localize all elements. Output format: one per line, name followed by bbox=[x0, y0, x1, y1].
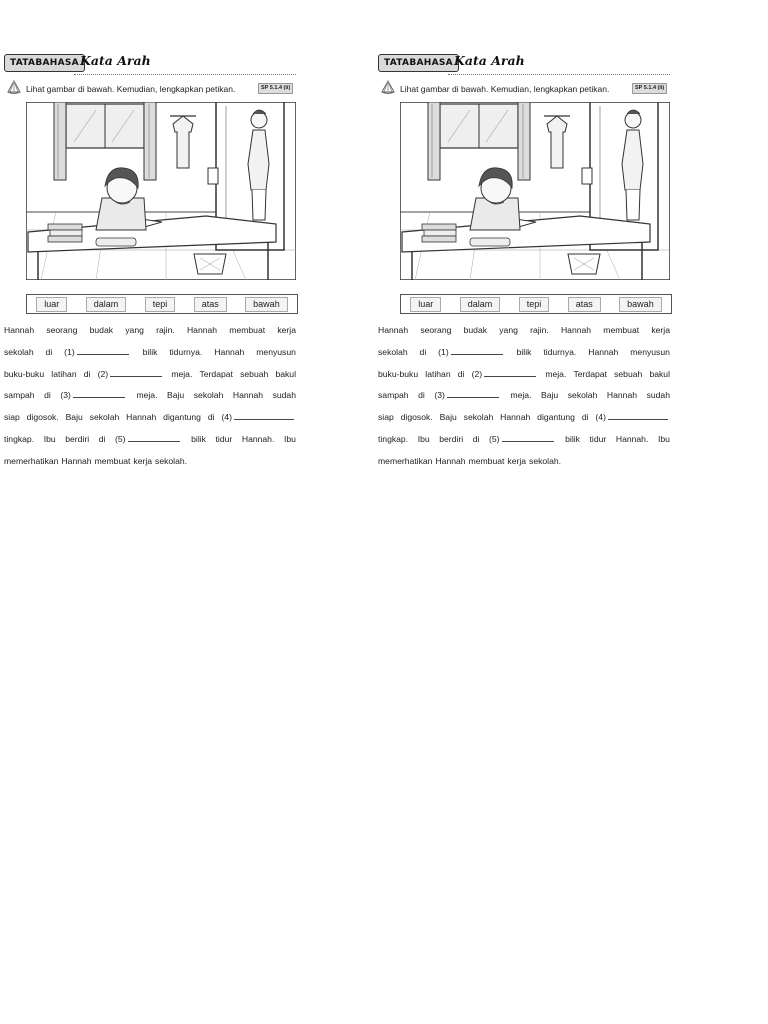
passage-word: sudah bbox=[646, 390, 670, 401]
passage-word: rajin. bbox=[530, 325, 549, 335]
blank-5[interactable] bbox=[115, 429, 182, 451]
passage-word: Baju bbox=[541, 390, 559, 401]
page-title: Kata Arah bbox=[454, 53, 525, 68]
passage-word: sekolah bbox=[4, 346, 34, 357]
passage-word: budak bbox=[89, 325, 114, 335]
passage-word: sekolah bbox=[567, 390, 598, 401]
passage-word: berdiri bbox=[439, 433, 464, 444]
passage-word: tidur bbox=[215, 433, 233, 444]
word-bank-item: atas bbox=[194, 297, 227, 312]
passage-line bbox=[378, 407, 670, 429]
blank-number: (4) bbox=[595, 412, 606, 423]
passage-word: kerja bbox=[507, 455, 527, 466]
header-divider bbox=[74, 74, 296, 75]
passage-word: budak bbox=[463, 325, 488, 335]
answer-line[interactable] bbox=[110, 368, 162, 377]
blank-4[interactable] bbox=[221, 407, 296, 429]
passage-word: membuat bbox=[468, 455, 505, 466]
blank-2[interactable] bbox=[98, 364, 165, 386]
passage-word: bilik bbox=[191, 433, 206, 444]
answer-line[interactable] bbox=[447, 389, 499, 398]
passage-word: berdiri bbox=[65, 433, 90, 444]
sp-code: SP 5.1.4 (ii) bbox=[632, 83, 667, 94]
word-bank-item: atas bbox=[568, 297, 601, 312]
passage-word: seorang bbox=[46, 325, 78, 335]
passage-word: sampah bbox=[378, 390, 409, 401]
passage-word: di bbox=[44, 390, 51, 401]
passage-word: di bbox=[472, 433, 480, 444]
passage bbox=[4, 320, 296, 473]
passage-word: bakul bbox=[275, 368, 296, 379]
passage-word: Hannah bbox=[126, 412, 157, 423]
passage-word: Hannah bbox=[435, 455, 466, 466]
blank-number: (5) bbox=[115, 433, 126, 444]
blank-number: (1) bbox=[64, 346, 75, 357]
passage-line bbox=[4, 342, 296, 364]
shell-icon bbox=[380, 79, 396, 95]
passage-word: memerhatikan bbox=[378, 455, 433, 466]
passage-word: Hannah bbox=[606, 390, 638, 401]
passage-word: sekolah. bbox=[155, 455, 188, 466]
blank-2[interactable] bbox=[472, 364, 539, 386]
word-bank-item: luar bbox=[36, 297, 67, 312]
passage-word: sebuah bbox=[614, 368, 643, 379]
passage-word: sudah bbox=[272, 390, 296, 401]
passage-word: sekolah. bbox=[529, 455, 562, 466]
passage-word: Terdapat bbox=[199, 368, 233, 379]
passage-word: Baju bbox=[439, 412, 457, 423]
bedroom-illustration bbox=[26, 102, 296, 280]
blank-1[interactable] bbox=[438, 342, 505, 364]
word-bank-item: dalam bbox=[86, 297, 127, 312]
passage-word: Hannah bbox=[4, 325, 35, 335]
passage-word: di bbox=[581, 412, 589, 423]
passage-line bbox=[4, 407, 296, 429]
section-badge: TATABAHASA bbox=[4, 54, 85, 72]
passage-word: Hannah bbox=[186, 325, 218, 335]
passage-line bbox=[4, 429, 296, 451]
passage-line bbox=[4, 385, 296, 407]
instruction-text: Lihat gambar di bawah. Kemudian, lengkapkan petikan. bbox=[26, 84, 236, 94]
passage-word: yang bbox=[125, 325, 144, 335]
answer-line[interactable] bbox=[484, 368, 536, 377]
passage-word: sekolah bbox=[89, 412, 120, 423]
passage-word: bilik bbox=[516, 346, 532, 357]
header-divider bbox=[448, 74, 670, 75]
passage-word: menyusun bbox=[630, 346, 670, 357]
passage-line bbox=[378, 320, 670, 342]
passage-word: buku-buku bbox=[378, 368, 419, 379]
passage-word: tidurnya. bbox=[543, 346, 577, 357]
passage-word: kerja bbox=[133, 455, 153, 466]
passage-word: Hannah bbox=[214, 346, 245, 357]
passage-word: Hannah bbox=[560, 325, 592, 335]
passage-word: Baju bbox=[65, 412, 83, 423]
passage-word: memerhatikan bbox=[4, 455, 59, 466]
passage-word: di bbox=[418, 390, 425, 401]
passage-line bbox=[4, 320, 296, 342]
passage-word: meja. bbox=[171, 368, 193, 379]
passage-line bbox=[378, 429, 670, 451]
passage-word: meja. bbox=[136, 390, 158, 401]
passage-word: sekolah bbox=[378, 346, 408, 357]
passage-word: kerja bbox=[651, 325, 670, 335]
passage-word: latihan bbox=[51, 368, 77, 379]
answer-line[interactable] bbox=[73, 389, 125, 398]
blank-3[interactable] bbox=[434, 385, 501, 407]
instruction-text: Lihat gambar di bawah. Kemudian, lengkapkan petikan. bbox=[400, 84, 610, 94]
blank-number: (4) bbox=[221, 412, 232, 423]
passage-line bbox=[378, 364, 670, 386]
word-bank bbox=[400, 294, 672, 314]
passage-line bbox=[378, 385, 670, 407]
passage-word: di bbox=[419, 346, 427, 357]
passage-word: tidur bbox=[589, 433, 607, 444]
answer-line[interactable] bbox=[234, 411, 294, 420]
blank-5[interactable] bbox=[489, 429, 556, 451]
passage-word: digantung bbox=[537, 412, 575, 423]
answer-line[interactable] bbox=[608, 411, 668, 420]
word-bank bbox=[26, 294, 298, 314]
answer-line[interactable] bbox=[128, 433, 180, 442]
passage-word: membuat bbox=[229, 325, 266, 335]
passage-word: Terdapat bbox=[573, 368, 607, 379]
blank-number: (5) bbox=[489, 433, 500, 444]
passage-word: bilik bbox=[565, 433, 580, 444]
passage-word: digosok. bbox=[400, 412, 433, 423]
passage-word: tingkap. bbox=[4, 433, 35, 444]
answer-line[interactable] bbox=[502, 433, 554, 442]
passage-word: di bbox=[207, 412, 215, 423]
passage-word: siap bbox=[378, 412, 394, 423]
passage-word: Hannah bbox=[500, 412, 531, 423]
answer-line[interactable] bbox=[451, 346, 503, 355]
blank-1[interactable] bbox=[64, 342, 131, 364]
passage-word: tidurnya. bbox=[169, 346, 203, 357]
blank-3[interactable] bbox=[60, 385, 127, 407]
passage-word: Hannah. bbox=[615, 433, 649, 444]
passage-word: menyusun bbox=[256, 346, 296, 357]
passage-word: Hannah bbox=[588, 346, 619, 357]
header bbox=[4, 52, 296, 74]
passage-word: Ibu bbox=[657, 433, 670, 444]
passage-word: Baju bbox=[167, 390, 185, 401]
worksheet-right bbox=[378, 42, 670, 472]
passage-word: sekolah bbox=[193, 390, 224, 401]
passage-word: digosok. bbox=[26, 412, 59, 423]
passage-word: Hannah bbox=[232, 390, 264, 401]
worksheet-left bbox=[4, 42, 296, 472]
passage-word: Ibu bbox=[417, 433, 430, 444]
passage-line bbox=[378, 451, 670, 473]
blank-number: (2) bbox=[471, 368, 483, 379]
word-bank-item: dalam bbox=[460, 297, 501, 312]
passage-word: membuat bbox=[94, 455, 131, 466]
passage-word: Hannah bbox=[61, 455, 92, 466]
passage-word: Ibu bbox=[43, 433, 56, 444]
word-bank-item: bawah bbox=[619, 297, 662, 312]
passage-word: kerja bbox=[277, 325, 296, 335]
instruction bbox=[378, 78, 670, 100]
page-title: Kata Arah bbox=[80, 53, 151, 68]
passage-word: membuat bbox=[603, 325, 640, 335]
passage-word: sampah bbox=[4, 390, 35, 401]
passage-word: digantung bbox=[163, 412, 201, 423]
passage-word: di bbox=[45, 346, 53, 357]
passage-word: bilik bbox=[142, 346, 158, 357]
passage-word: Hannah bbox=[378, 325, 409, 335]
passage-line bbox=[4, 364, 296, 386]
passage-word: di bbox=[98, 433, 106, 444]
passage-word: seorang bbox=[420, 325, 452, 335]
passage-word: meja. bbox=[510, 390, 532, 401]
passage-word: siap bbox=[4, 412, 20, 423]
passage-word: sekolah bbox=[463, 412, 494, 423]
passage bbox=[378, 320, 670, 473]
bedroom-illustration bbox=[400, 102, 670, 280]
passage-word: bakul bbox=[649, 368, 670, 379]
word-bank-item: tepi bbox=[145, 297, 176, 312]
header bbox=[378, 52, 670, 74]
word-bank-item: bawah bbox=[245, 297, 288, 312]
passage-line bbox=[4, 451, 296, 473]
passage-word: yang bbox=[499, 325, 518, 335]
word-bank-item: luar bbox=[410, 297, 441, 312]
answer-line[interactable] bbox=[77, 346, 129, 355]
passage-word: tingkap. bbox=[378, 433, 409, 444]
word-bank-item: tepi bbox=[519, 297, 550, 312]
passage-word: Hannah. bbox=[241, 433, 275, 444]
sp-code: SP 5.1.4 (ii) bbox=[258, 83, 293, 94]
passage-word: sebuah bbox=[240, 368, 269, 379]
blank-number: (3) bbox=[434, 390, 445, 401]
passage-word: rajin. bbox=[156, 325, 175, 335]
passage-line bbox=[378, 342, 670, 364]
section-badge: TATABAHASA bbox=[378, 54, 459, 72]
passage-word: di bbox=[83, 368, 91, 379]
blank-number: (2) bbox=[97, 368, 109, 379]
blank-number: (3) bbox=[60, 390, 71, 401]
blank-4[interactable] bbox=[595, 407, 670, 429]
passage-word: latihan bbox=[425, 368, 451, 379]
shell-icon bbox=[6, 79, 22, 95]
passage-word: meja. bbox=[545, 368, 567, 379]
passage-word: buku-buku bbox=[4, 368, 45, 379]
passage-word: Ibu bbox=[283, 433, 296, 444]
instruction bbox=[4, 78, 296, 100]
blank-number: (1) bbox=[438, 346, 449, 357]
passage-word: di bbox=[457, 368, 465, 379]
